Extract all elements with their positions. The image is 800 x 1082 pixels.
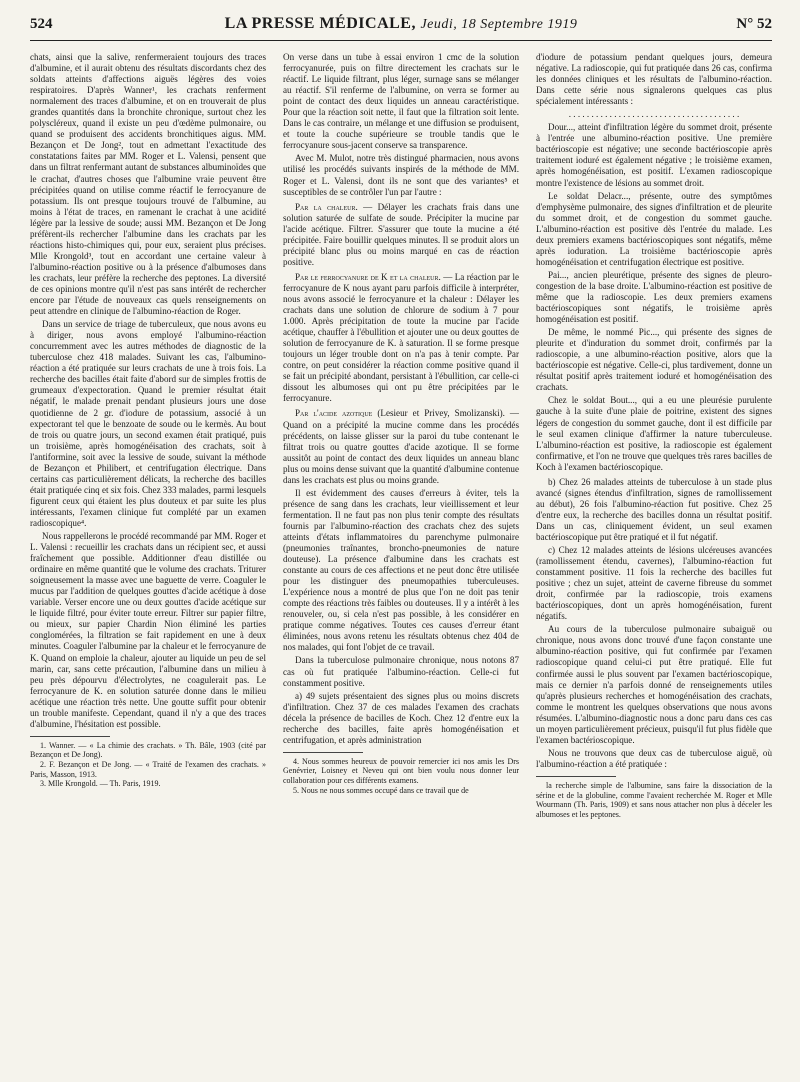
paragraph: Chez le soldat Bout..., qui a eu une pleurésie purulente gauche à la suite d'une plaie de poitrine, existent des signes légers de congestion du sommet gauche, dont il est difficile par le seul examen clinique d'affirmer la nature tuberculeuse. L'albumino-réaction est positive, la radioscopie est également confirmative, et l'on ne trouve que quelques très rares bacilles de Koch à l'examen bactérioscopique. <box>536 395 772 472</box>
paragraph: Dans un service de triage de tuberculeux, que nous avons eu à diriger, nous avons employé l'albumino-réaction concurremment avec les autres méthodes de diagnostic de la tuberculose chez 418 malades. Suivant les cas, l'albumino-réaction a été pratiquée sur leurs crachats de une à trois fois. La recherche des bacilles était faite d'abord sur de simples frottis de grumeaux d'expectoration. Quand le premier résultat était négatif, le malade prenait pendant plusieurs jours une dose quotidienne de 2 gr. d'iodure de potassium, associé à un expectorant tel que le benzoate de soude ou le kermès. Au bout de trois ou quatre jours, un second examen était pratiqué, puis un troisième, après homogénéisation des crachats, soit à l'antiformine, soit avec la lessive de soude, suivant la méthode de Bezançon et Philibert, et centrifugation électrique. Dans certains cas particulièrement délicats, la recherche des bacilles était pratiquée cinq et six fois. Chez 333 malades, parmi lesquels figurent ceux qui étaient les plus douteux et par suite les plus intéressants, l'examen clinique fut complété par un examen radioscopique⁴. <box>30 319 266 528</box>
paragraph: Dour..., atteint d'infiltration légère du sommet droit, présente à l'entrée une albumino-réaction positive. Une première bactérioscopie est négative; une seconde bactérioscopie après traitement ioduré est également négative ; le troisième examen, après homogénéisation, est positif. L'examen radioscopique montre l'existence de lésions au sommet droit. <box>536 122 772 188</box>
ellipsis-line: . . . . . . . . . . . . . . . . . . . . . . . . . . . . . . . . . . . . . . <box>568 109 740 120</box>
paragraph: a) 49 sujets présentaient des signes plus ou moins discrets d'infiltration. Chez 37 de ces malades l'examen des crachats décela la présence de bacilles de Koch. Chez 12 d'entre eux la recherche des bacilles, faite après homogénéisation et centrifugation, et après administration <box>283 690 519 745</box>
page-number: 524 <box>30 16 53 32</box>
column-middle <box>283 52 519 1052</box>
column-left <box>30 52 266 1052</box>
method-heading: Par l'acide azotique <box>295 408 373 419</box>
method-text: La réaction par le ferrocyanure de K nous ayant paru parfois difficile à interpréter, nous avons associé le ferrocyanure et la chaleur : Délayer les crachats dans une solution de chlorure de sodium à 7 pour 1.000. Après précipitation de toute la mucine par l'acide acétique, chauffer à l'ébullition et ajouter une ou deux gouttes de solution de ferrocyanure de K. à saturation. Il se forme presque toujours un léger trouble dont on n'a pas à tenir compte. Par contre, on peut considérer la réaction comme positive quand il se fait un précipité abondant, persistant à l'ébullition, car celle-ci dissout les albumoses qui ont pu être précipitées par le ferrocyanure. <box>283 271 519 404</box>
footnotes <box>283 757 519 795</box>
issue-date: Jeudi, 18 Septembre 1919 <box>420 17 578 32</box>
journal-title <box>30 15 772 33</box>
method-heading: Par la chaleur. <box>295 201 358 212</box>
paragraph: Le soldat Delacr..., présente, outre des symptômes d'emphysème pulmonaire, des signes d'infiltration et de pleurite du sommet droit, et de congestion du sommet gauche. L'albumino-réaction est positive dès l'entrée du malade. Les deux premiers examens bactérioscopiques sont négatifs, même après ioduration. La troisième bactérioscopie après homogénéisation et centrifugation électrique est positive. <box>536 190 772 267</box>
paragraph: b) Chez 26 malades atteints de tuberculose à un stade plus avancé (signes étendus d'infiltration, signes de ramollissement au début), 26 fois l'albumino-réaction fut positive. Chez 25 d'entre eux, la recherche des bacilles donna un résultat positif. Dans un cas, cliniquement évident, un seul examen bactérioscopique put être pratiqué et il fut négatif. <box>536 476 772 542</box>
method-section <box>283 408 519 485</box>
footnotes <box>30 741 266 789</box>
footnote: 2. F. Bezançon et De Jong. — « Traité de l'examen des crachats. » Paris, Masson, 1913. <box>30 760 266 779</box>
issue-number: N° 52 <box>736 16 772 32</box>
method-text: (Lesieur et Privey, Smolizanski). — Quand on a précipité la mucine comme dans les procédés précédents, on laisse glisser sur la paroi du tube contenant le filtrat trois ou quatre gouttes d'acide azotique. Il se forme aussitôt au point de contact des deux liquides un anneau blanc plus ou moins dense suivant que la quantité d'albumine contenue dans les crachats est plus ou moins grande. <box>283 408 519 485</box>
paragraph: Nous ne trouvons que deux cas de tuberculose aiguë, où l'albumino-réaction a été pratiquée : <box>536 747 772 769</box>
paragraph: Nous rappellerons le procédé recommandé par MM. Roger et L. Valensi : recueillir les crachats dans un récipient sec, et aussi fraîchement que possible. Additionner d'eau distillée ou ordinaire en même quantité que le volume des crachats. Triturer soigneusement la masse avec une baguette de verre. Coaguler le mucus par l'addition de quelques gouttes d'acide acétique à dose variable. Verser encore une ou deux gouttes d'acide acétique sur le liquide filtré, pour éviter toute erreur. Filtrer sur papier filtre, ou mieux, sur papier Chardin Nion éliminé les parties conglomérées, la filtration se fait rapidement en une à deux minutes. Coaguler l'albumine par la chaleur et le ferrocyanure de K. Quand on emploie la chaleur, ajouter au liquide un peu de sel marin, car, sans cette précaution, l'albumine dans un milieu à peu près dépourvu d'électrolytes, ne coagulerait pas. Le ferrocyanure de K. en solution saturée donne dans le milieu acétique une réaction très nette. Une goutte suffit pour obtenir un trouble manifeste. Cependant, quand il n'y a que des traces d'albumine, l'hésitation est possible. <box>30 531 266 729</box>
footnote-divider <box>30 736 110 737</box>
footnote: 5. Nous ne nous sommes occupé dans ce travail que de <box>293 785 469 795</box>
paragraph: De même, le nommé Pic..., qui présente des signes de pleurite et d'induration du sommet droit, confirmés par la radioscopie, a une albumino-réaction positive, alors que la bactérioscopie est négative. Celle-ci, plus tardivement, donne un résultat positif après traitement ioduré et homogénéisation des crachats. <box>536 327 772 393</box>
journal-name: LA PRESSE MÉDICALE, <box>224 15 416 32</box>
footnote-divider <box>283 752 363 753</box>
paragraph: Dans la tuberculose pulmonaire chronique, nous notons 87 cas où fut pratiquée l'albumino-réaction. Celle-ci fut constamment positive. <box>283 655 519 688</box>
paragraph: Pai..., ancien pleurétique, présente des signes de pleuro-congestion de la base droite. L'albumino-réaction est positive de même que la radioscopie. Les deux premiers examens bactérioscopiques sont négatifs, le troisième après homogénéisation est positif. <box>536 269 772 325</box>
paragraph: Il est évidemment des causes d'erreurs à éviter, tels la présence de sang dans les crachats, leur vieillissement et leur fermentation. Il ne faut pas non plus tenir compte des résultats fournis par l'albumino-réaction des crachats chez des sujets atteints d'états inflammatoires du parenchyme pulmonaire (pneumonies traînantes, broncho-pneumonies de nature douteuse). La présence d'albumine dans les crachats est constante au cours de ces affections et ne peut donc être utilisée pour les distinguer des pneumopathies tuberculeuses. L'expérience nous a montré de plus que l'on ne doit pas tenir compte des réactions très faibles ou douteuses. Il y a intérêt à les renouveler, ou, si cela n'est pas possible, à les considérer en pratique comme négatives. Toutes ces causes d'erreur étant éliminées, nous avons retenu les résultats obtenus chez 404 de nos malades, qui font l'objet de ce travail. <box>283 487 519 653</box>
footnote: 1. Wanner. — « La chimie des crachats. » Th. Bâle, 1903 (cité par Bezançon et De Jong). <box>30 740 266 760</box>
method-heading: Par le ferrocyanure de K et la chaleur. <box>295 271 441 282</box>
method-text: Délayer les crachats frais dans une solution saturée de sulfate de soude. Précipiter la mucine par l'acide acétique. Filtrer. S'assurer que toute la mucine a été précipitée. Faire bouillir quelques minutes. Il se produit alors un précipité blanc plus ou moins marqué en cas de réaction positive. <box>283 201 519 267</box>
paragraph: chats, ainsi que la salive, renfermeraient toujours des traces d'albumine, et il aurait obtenu des résultats discordants chez des soldats atteints d'affections aiguës légères des voies respiratoires. D'après Wanner¹, les crachats renferment normalement des traces d'albumine, et on en trouverait de plus grandes quantités dans la bronchite chronique, surtout chez les polyscléreux, quand il existe un peu d'œdème pulmonaire, ou quand se produisent des accidents bronchitiques aigus. MM. Bezançon et De Jong², tout en admettant l'exactitude des constatations faites par MM. Roger et L. Valensi, pensent que dans un filtrat renfermant autant de substances albuminoïdes que le crachat, d'autres choses que l'albumine vraie peuvent être précipitées quand on utilise comme réactif le ferrocyanure de potassium. Ils ont presque toujours trouvé de l'albumine, au moins à l'état de traces, en ramenant le crachat à une acidité légère par la lessive de soude; aussi MM. Bezançon et De Jong préfèrent-ils rechercher l'albumine dans les crachats par les réactions histo-chimiques qui, pour eux, seraient plus précises. Mlle Krongold³, tout en accordant une certaine valeur à l'albumino-réaction positive ou à la présence d'albumoses dans les crachats, leur préfère la recherche des peptones. La diversité de ces opinions montre qu'il n'est pas sans intérêt de rechercher encore par l'étude de nouveaux cas quels renseignements on peut attendre en clinique de l'albumino-réaction de Roger. <box>30 52 266 317</box>
footnote-divider <box>536 776 616 777</box>
paragraph: d'iodure de potassium pendant quelques jours, demeura négative. La radioscopie, qui fut pratiquée dans 26 cas, confirma les données cliniques et les résultats de l'albumino-réaction. Dans cette série nous signalerons quelques cas plus spécialement intéressants : <box>536 52 772 107</box>
footnote: 3. Mlle Krongold. — Th. Paris, 1919. <box>40 779 161 789</box>
footnotes <box>536 781 772 819</box>
method-section: Par la chaleur. — Délayer les crachats frais dans une solution saturée de sulfate de soude. Précipiter la mucine par l'acide acétique. Filtrer. S'assurer que toute la mucine a été précipitée. Faire bouillir quelques minutes. Il se produit alors un précipité blanc plus ou moins marqué en cas de réaction positive. <box>283 201 519 267</box>
method-section: Par le ferrocyanure de K et la chaleur. — La réaction par le ferrocyanure de K nous ayant paru parfois difficile à interpréter, nous avons associé le ferrocyanure et la chaleur : Délayer les crachats dans une solution de chlorure de sodium à 7 pour 1.000. Après précipitation de toute la mucine par l'acide acétique, chauffer à l'ébullition et ajouter une ou deux gouttes de solution de ferrocyanure de K. à saturation. Il se forme presque toujours un léger trouble dont on n'a pas à tenir compte. Par contre, on peut considérer la réaction comme positive quand il se fait un précipité abondant, persistant à l'ébullition, car celle-ci dissout les albumoses qui ont pu être précipitées par le ferrocyanure. <box>283 271 519 404</box>
footnote: 4. Nous sommes heureux de pouvoir remercier ici nos amis les Drs Genévrier, Loisney et Neveu qui ont bien voulu nous donner leur collaboration pour ces différents examens. <box>283 756 519 786</box>
page-header <box>30 14 772 41</box>
paragraph: Avec M. Mulot, notre très distingué pharmacien, nous avons utilisé les procédés suivants inspirés de la méthode de MM. Roger et L. Valensi, dont ils ne sont que des variantes⁵ et susceptibles de se contrôler l'un par l'autre : <box>283 153 519 197</box>
paragraph: Au cours de la tuberculose pulmonaire subaiguë ou chronique, nous avons donc trouvé d'une façon constante une albumino-réaction positive, qui fut confirmée par l'examen radioscopique quand celui-ci put être pratiqué. Elle fut confirmée aussi le plus souvent par l'examen bactérioscopique, mais ce dernier n'a parfois donné de renseignements utiles qu'après plusieurs recherches et homogénéisation des crachats, comme le montrent les quelques observations que nous avons résumées. L'albumino-diagnostic nous a donc paru dans ces cas un moyen particulièrement précieux, puisqu'il fut plus fidèle que l'examen bactérioscopique. <box>536 624 772 745</box>
footnote: la recherche simple de l'albumine, sans faire la dissociation de la sérine et de la globuline, comme l'avaient recherchée M. Roger et Mlle Wourmann (Th. Paris, 1909) et sans nous attacher non plus à déceler les albumoses et les peptones. <box>536 780 772 819</box>
paragraph: On verse dans un tube à essai environ 1 cmc de la solution ferrocyanurée, puis on filtre directement les crachats sur le réactif. Le liquide filtrant, plus léger, surnage sans se mélanger au réactif. S'il renferme de l'albumine, on verra se former au point de contact des deux liquides un anneau caractéristique. Pour que la réaction soit nette, il faut que la filtration soit lente. Dans le cas contraire, un mélange et une diffusion se produisent, et toute la couche supérieure se trouble tandis que le ferrocyanure sous-jacent conserve sa transparence. <box>283 52 519 151</box>
column-right <box>536 52 772 1052</box>
paragraph: c) Chez 12 malades atteints de lésions ulcéreuses avancées (ramollissement étendu, cavernes), l'albumino-réaction fut constamment positive. 11 fois la recherche des bacilles fut positive ; chez un sujet, atteint de caverne fibreuse du sommet droit, confirmée par la radioscopie, trois examens bactérioscopiques, dont un après homogénéisation, furent négatifs. <box>536 545 772 622</box>
